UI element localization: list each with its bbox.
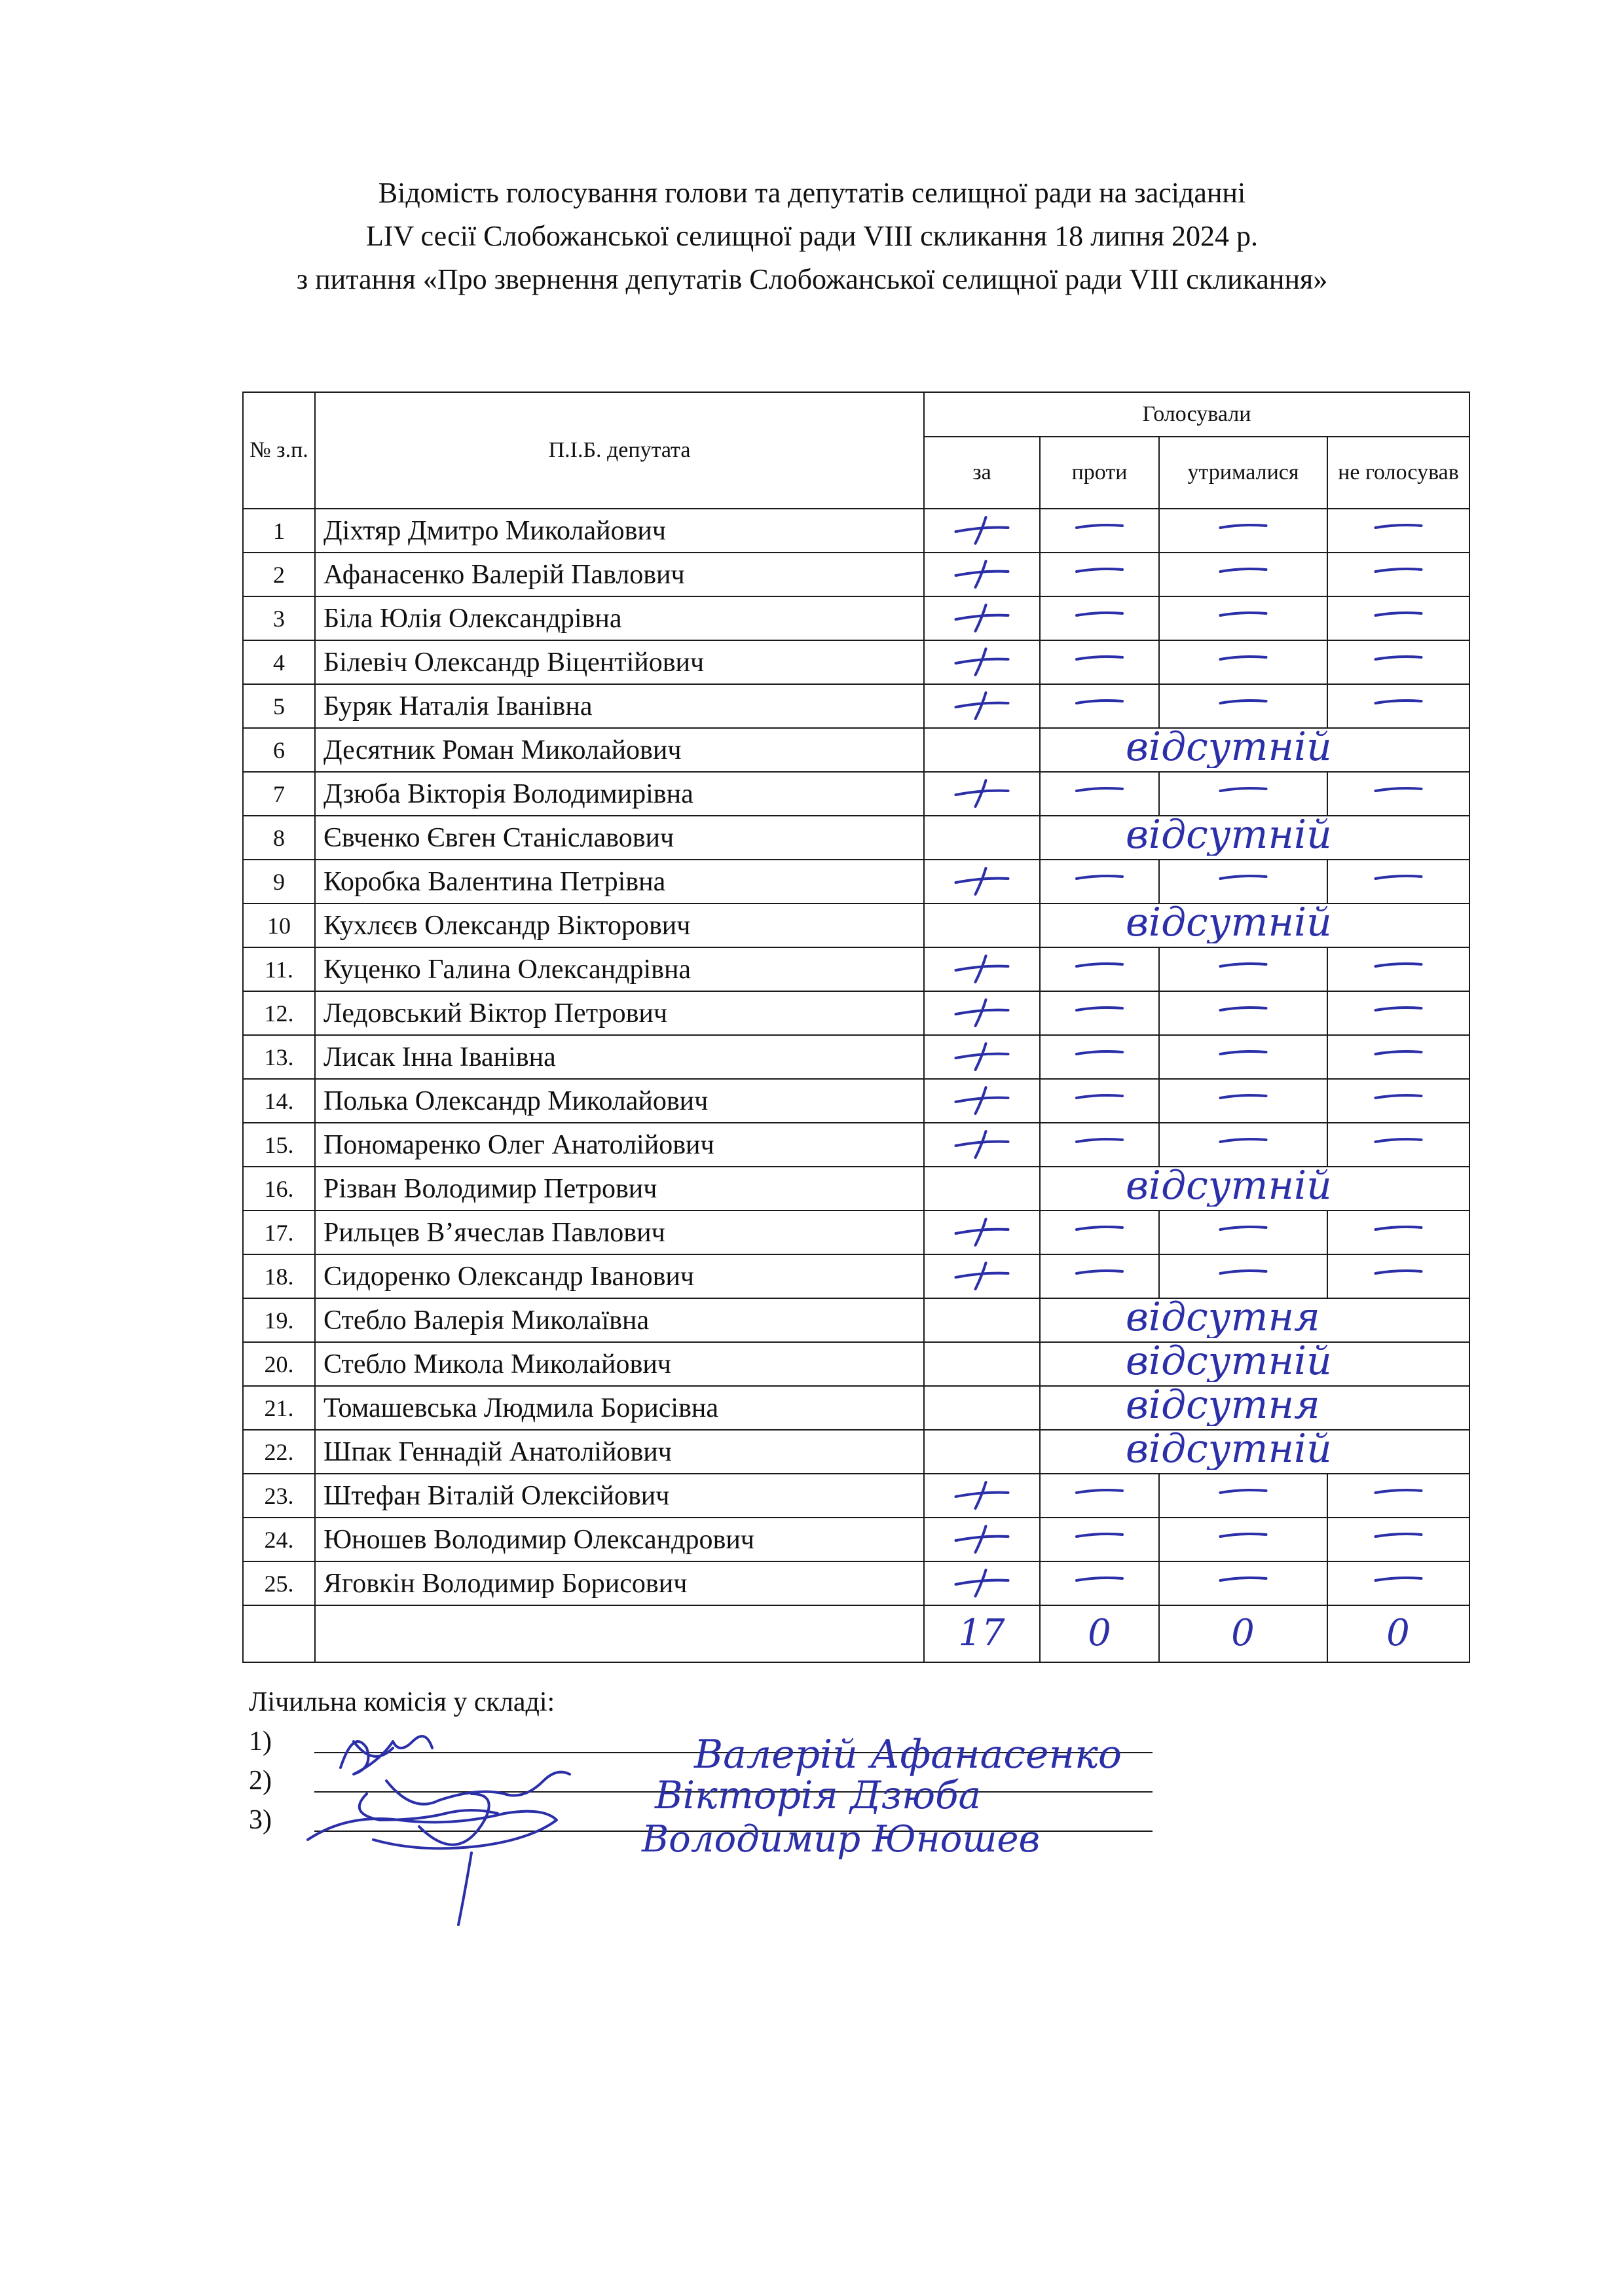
vote-abstained-cell [1159, 1254, 1327, 1298]
absent-handwritten-note: відсутня [1126, 1299, 1320, 1338]
table-row [243, 640, 1469, 684]
plus-mark [956, 517, 1008, 543]
table-row [243, 1386, 1469, 1430]
dash-mark [1376, 1271, 1422, 1273]
vote-abstained-cell [1159, 1474, 1327, 1518]
row-number: 10 [243, 903, 315, 947]
table-row [243, 596, 1469, 640]
vote-abstained-cell [1159, 1561, 1327, 1605]
dash-mark [1077, 964, 1122, 966]
vote-not-voted-cell [1327, 596, 1469, 640]
row-number: 22. [243, 1430, 315, 1474]
vote-abstained-cell [1159, 684, 1327, 728]
row-number: 11. [243, 947, 315, 991]
dash-mark [1221, 964, 1266, 966]
plus-mark [956, 868, 1008, 894]
table-row [243, 991, 1469, 1035]
dash-mark [1221, 1051, 1266, 1054]
vote-for-cell [924, 1298, 1040, 1342]
dash-mark [1077, 1578, 1122, 1580]
total-for [924, 1605, 1040, 1662]
dash-mark [1077, 525, 1122, 528]
deputy-name: Сидоренко Олександр Іванович [315, 1254, 924, 1298]
plus-mark [956, 1482, 1008, 1508]
row-number: 3 [243, 596, 315, 640]
plus-mark [956, 1087, 1008, 1114]
vote-not-voted-cell [1327, 1561, 1469, 1605]
dash-mark [1221, 613, 1266, 615]
vote-not-voted-cell [1327, 991, 1469, 1035]
vote-against-cell [1040, 509, 1159, 553]
dash-mark [1221, 1578, 1266, 1580]
absent-handwritten-note: відсутній [1126, 904, 1332, 943]
vote-for-cell [924, 1518, 1040, 1561]
vote-not-voted-cell [1327, 640, 1469, 684]
commission-title: Лічильна комісія у складі: [249, 1687, 555, 1717]
vote-not-voted-cell [1327, 1079, 1469, 1123]
row-number: 13. [243, 1035, 315, 1079]
absent-handwritten-note: відсутній [1126, 1167, 1332, 1207]
dash-mark [1221, 876, 1266, 879]
dash-mark [1077, 1008, 1122, 1010]
dash-mark [1376, 569, 1422, 572]
deputy-name: Томашевська Людмила Борисівна [315, 1386, 924, 1430]
row-number: 7 [243, 772, 315, 816]
vote-abstained-cell [1159, 1123, 1327, 1167]
deputy-name: Дзюба Вікторія Володимирівна [315, 772, 924, 816]
vote-against-cell [1040, 1561, 1159, 1605]
vote-for-cell [924, 596, 1040, 640]
vote-for-cell [924, 1342, 1040, 1386]
total-against-handwritten [1041, 1606, 1158, 1658]
vote-for-cell [924, 1123, 1040, 1167]
vote-not-voted-cell [1327, 1211, 1469, 1254]
absent-note-cell [1040, 816, 1469, 860]
dash-mark [1376, 1227, 1422, 1230]
deputy-name: Полька Олександр Миколайович [315, 1079, 924, 1123]
vote-for-cell [924, 860, 1040, 903]
vote-abstained-cell [1159, 596, 1327, 640]
row-number: 20. [243, 1342, 315, 1386]
absent-note-cell [1040, 1386, 1469, 1430]
deputy-name: Стебло Микола Миколайович [315, 1342, 924, 1386]
table-row [243, 1123, 1469, 1167]
vote-not-voted-cell [1327, 947, 1469, 991]
dash-mark [1376, 876, 1422, 879]
vote-not-voted-cell [1327, 772, 1469, 816]
dash-mark [1221, 701, 1266, 703]
deputy-name: Діхтяр Дмитро Миколайович [315, 509, 924, 553]
vote-for-cell [924, 728, 1040, 772]
deputy-name: Євченко Євген Станіславович [315, 816, 924, 860]
plus-mark [956, 561, 1008, 587]
signature-line [314, 1791, 1153, 1793]
row-number: 23. [243, 1474, 315, 1518]
deputy-name: Буряк Наталія Іванівна [315, 684, 924, 728]
absent-note-cell [1040, 903, 1469, 947]
header-name: П.І.Б. депутата [315, 392, 924, 509]
dash-mark [1376, 525, 1422, 528]
vote-for-cell [924, 1474, 1040, 1518]
total-not-voted-handwritten [1328, 1606, 1469, 1658]
vote-abstained-cell [1159, 772, 1327, 816]
dash-mark [1376, 1051, 1422, 1054]
totals-name-cell [315, 1605, 924, 1662]
vote-for-cell [924, 991, 1040, 1035]
vote-for-cell [924, 1079, 1040, 1123]
dash-mark [1077, 876, 1122, 879]
vote-not-voted-cell [1327, 509, 1469, 553]
dash-mark [1376, 1490, 1422, 1493]
dash-mark [1376, 1095, 1422, 1098]
dash-mark [1077, 613, 1122, 615]
dash-mark [1376, 788, 1422, 791]
vote-abstained-cell [1159, 509, 1327, 553]
absent-handwritten-note: відсутній [1126, 1343, 1332, 1382]
heading-line-1: Відомість голосування голови та депутатів селищної ради на засіданні [378, 177, 1246, 209]
table-row [243, 860, 1469, 903]
vote-not-voted-cell [1327, 1518, 1469, 1561]
vote-against-cell [1040, 947, 1159, 991]
total-for-handwritten [925, 1606, 1039, 1658]
deputy-name: Різван Володимир Петрович [315, 1167, 924, 1211]
vote-abstained-cell [1159, 1079, 1327, 1123]
plus-mark [956, 1044, 1008, 1070]
vote-abstained-cell [1159, 947, 1327, 991]
plus-mark [956, 1570, 1008, 1596]
deputy-name: Штефан Віталій Олексійович [315, 1474, 924, 1518]
row-number: 1 [243, 509, 315, 553]
absent-note-cell [1040, 1167, 1469, 1211]
table-row [243, 816, 1469, 860]
vote-against-cell [1040, 1474, 1159, 1518]
plus-mark [956, 649, 1008, 675]
vote-against-cell [1040, 684, 1159, 728]
dash-mark [1077, 1534, 1122, 1537]
table-row [243, 509, 1469, 553]
absent-note-cell [1040, 1430, 1469, 1474]
vote-for-cell [924, 1430, 1040, 1474]
row-number: 4 [243, 640, 315, 684]
table-row [243, 1474, 1469, 1518]
dash-mark [1376, 1008, 1422, 1010]
row-number: 9 [243, 860, 315, 903]
dash-mark [1221, 1271, 1266, 1273]
vote-abstained-cell [1159, 1035, 1327, 1079]
vote-against-cell [1040, 1035, 1159, 1079]
table-row [243, 553, 1469, 596]
signature-line [314, 1831, 1153, 1832]
row-number: 12. [243, 991, 315, 1035]
table-row [243, 684, 1469, 728]
vote-not-voted-cell [1327, 684, 1469, 728]
dash-mark [1221, 569, 1266, 572]
voting-table [242, 392, 1470, 1663]
document-heading [0, 172, 1624, 301]
vote-for-cell [924, 1386, 1040, 1430]
row-number: 21. [243, 1386, 315, 1430]
dash-mark [1221, 1095, 1266, 1098]
commission-member-1: 1) [249, 1722, 555, 1761]
dash-mark [1077, 569, 1122, 572]
counting-commission [249, 1683, 555, 1840]
row-number: 14. [243, 1079, 315, 1123]
absent-handwritten-note: відсутній [1126, 1430, 1332, 1470]
row-number: 17. [243, 1211, 315, 1254]
plus-mark [956, 1000, 1008, 1026]
plus-mark [956, 1219, 1008, 1245]
svg-text:17: 17 [958, 1612, 1005, 1654]
vote-abstained-cell [1159, 640, 1327, 684]
header-for: за [924, 437, 1040, 509]
table-row [243, 1561, 1469, 1605]
member-1-name: Валерій Афанасенко [694, 1732, 1122, 1777]
vote-against-cell [1040, 1123, 1159, 1167]
vote-against-cell [1040, 640, 1159, 684]
row-number: 6 [243, 728, 315, 772]
row-number: 16. [243, 1167, 315, 1211]
dash-mark [1077, 788, 1122, 791]
vote-for-cell [924, 1167, 1040, 1211]
vote-against-cell [1040, 1079, 1159, 1123]
heading-line-3: з питання «Про звернення депутатів Слобожанської селищної ради VIII скликання» [296, 263, 1328, 295]
vote-abstained-cell [1159, 1211, 1327, 1254]
absent-handwritten-note: відсутня [1126, 1387, 1320, 1426]
vote-abstained-cell [1159, 553, 1327, 596]
header-voted: Голосували [924, 392, 1469, 437]
vote-for-cell [924, 903, 1040, 947]
totals-row [243, 1605, 1469, 1662]
absent-handwritten-note: відсутній [1126, 729, 1332, 768]
table-row [243, 1167, 1469, 1211]
dash-mark [1077, 1051, 1122, 1054]
row-number: 5 [243, 684, 315, 728]
deputy-name: Афанасенко Валерій Павлович [315, 553, 924, 596]
header-num: № з.п. [243, 392, 315, 509]
vote-for-cell [924, 1035, 1040, 1079]
dash-mark [1077, 1490, 1122, 1493]
table-row [243, 947, 1469, 991]
vote-abstained-cell [1159, 991, 1327, 1035]
deputy-name: Юношев Володимир Олександрович [315, 1518, 924, 1561]
deputy-name: Біла Юлія Олександрівна [315, 596, 924, 640]
header-abstained: утрималися [1159, 437, 1327, 509]
dash-mark [1221, 525, 1266, 528]
vote-for-cell [924, 509, 1040, 553]
dash-mark [1077, 1095, 1122, 1098]
deputy-name: Білевіч Олександр Віцентійович [315, 640, 924, 684]
table-row [243, 1079, 1469, 1123]
absent-note-cell [1040, 1298, 1469, 1342]
absent-note-cell [1040, 728, 1469, 772]
row-number: 19. [243, 1298, 315, 1342]
member-3-name: Володимир Юношев [642, 1818, 1041, 1861]
dash-mark [1376, 701, 1422, 703]
dash-mark [1221, 1490, 1266, 1493]
vote-not-voted-cell [1327, 860, 1469, 903]
vote-for-cell [924, 816, 1040, 860]
vote-for-cell [924, 640, 1040, 684]
svg-text:0: 0 [1386, 1612, 1410, 1654]
vote-for-cell [924, 947, 1040, 991]
vote-for-cell [924, 1561, 1040, 1605]
table-row [243, 1518, 1469, 1561]
table-row [243, 1342, 1469, 1386]
plus-mark [956, 1131, 1008, 1157]
deputy-name: Стебло Валерія Миколаївна [315, 1298, 924, 1342]
deputy-name: Яговкін Володимир Борисович [315, 1561, 924, 1605]
vote-against-cell [1040, 553, 1159, 596]
table-row [243, 1035, 1469, 1079]
vote-against-cell [1040, 991, 1159, 1035]
vote-for-cell [924, 553, 1040, 596]
dash-mark [1376, 657, 1422, 659]
table-row [243, 1430, 1469, 1474]
deputy-name: Пономаренко Олег Анатолійович [315, 1123, 924, 1167]
dash-mark [1077, 1227, 1122, 1230]
header-not-voted: не голосував [1327, 437, 1469, 509]
vote-for-cell [924, 772, 1040, 816]
row-number: 8 [243, 816, 315, 860]
svg-text:0: 0 [1088, 1612, 1111, 1654]
vote-for-cell [924, 684, 1040, 728]
commission-member-2: 2) [249, 1761, 555, 1800]
row-number: 24. [243, 1518, 315, 1561]
vote-for-cell [924, 1211, 1040, 1254]
deputy-name: Лисак Інна Іванівна [315, 1035, 924, 1079]
heading-line-2: LIV сесії Слобожанської селищної ради VIII скликання 18 липня 2024 р. [366, 220, 1258, 252]
svg-text:0: 0 [1231, 1612, 1255, 1654]
dash-mark [1221, 1139, 1266, 1142]
plus-mark [956, 693, 1008, 719]
dash-mark [1221, 1534, 1266, 1537]
plus-mark [956, 780, 1008, 807]
total-against [1040, 1605, 1159, 1662]
dash-mark [1376, 1139, 1422, 1142]
vote-against-cell [1040, 1211, 1159, 1254]
deputy-name: Кухлєєв Олександр Вікторович [315, 903, 924, 947]
dash-mark [1376, 613, 1422, 615]
signature-line [314, 1752, 1153, 1753]
vote-abstained-cell [1159, 860, 1327, 903]
dash-mark [1221, 657, 1266, 659]
vote-not-voted-cell [1327, 1035, 1469, 1079]
totals-num-cell [243, 1605, 315, 1662]
vote-against-cell [1040, 1254, 1159, 1298]
table-row [243, 728, 1469, 772]
vote-not-voted-cell [1327, 553, 1469, 596]
deputy-name: Ледовський Віктор Петрович [315, 991, 924, 1035]
absent-note-cell [1040, 1342, 1469, 1386]
header-against: проти [1040, 437, 1159, 509]
deputy-name: Куценко Галина Олександрівна [315, 947, 924, 991]
deputy-name: Рильцев В’ячеслав Павлович [315, 1211, 924, 1254]
dash-mark [1221, 1008, 1266, 1010]
table-row [243, 1254, 1469, 1298]
row-number: 2 [243, 553, 315, 596]
plus-mark [956, 956, 1008, 982]
vote-for-cell [924, 1254, 1040, 1298]
row-number: 18. [243, 1254, 315, 1298]
vote-not-voted-cell [1327, 1254, 1469, 1298]
table-row [243, 1298, 1469, 1342]
vote-against-cell [1040, 772, 1159, 816]
row-number: 15. [243, 1123, 315, 1167]
deputy-name: Шпак Геннадій Анатолійович [315, 1430, 924, 1474]
dash-mark [1077, 1271, 1122, 1273]
deputy-name: Десятник Роман Миколайович [315, 728, 924, 772]
dash-mark [1221, 788, 1266, 791]
dash-mark [1376, 964, 1422, 966]
absent-handwritten-note: відсутній [1126, 816, 1332, 856]
total-abstained [1159, 1605, 1327, 1662]
table-row [243, 1211, 1469, 1254]
dash-mark [1077, 701, 1122, 703]
vote-abstained-cell [1159, 1518, 1327, 1561]
plus-mark [956, 1526, 1008, 1552]
vote-not-voted-cell [1327, 1123, 1469, 1167]
table-row [243, 903, 1469, 947]
dash-mark [1077, 657, 1122, 659]
vote-against-cell [1040, 596, 1159, 640]
dash-mark [1077, 1139, 1122, 1142]
commission-member-3: 3) [249, 1800, 555, 1840]
total-not-voted [1327, 1605, 1469, 1662]
dash-mark [1376, 1578, 1422, 1580]
dash-mark [1376, 1534, 1422, 1537]
table-row [243, 772, 1469, 816]
plus-mark [956, 605, 1008, 631]
member-2-name: Вікторія Дзюба [655, 1773, 982, 1817]
deputy-name: Коробка Валентина Петрівна [315, 860, 924, 903]
plus-mark [956, 1263, 1008, 1289]
vote-not-voted-cell [1327, 1474, 1469, 1518]
total-abstained-handwritten [1160, 1606, 1327, 1658]
dash-mark [1221, 1227, 1266, 1230]
row-number: 25. [243, 1561, 315, 1605]
vote-against-cell [1040, 1518, 1159, 1561]
vote-against-cell [1040, 860, 1159, 903]
